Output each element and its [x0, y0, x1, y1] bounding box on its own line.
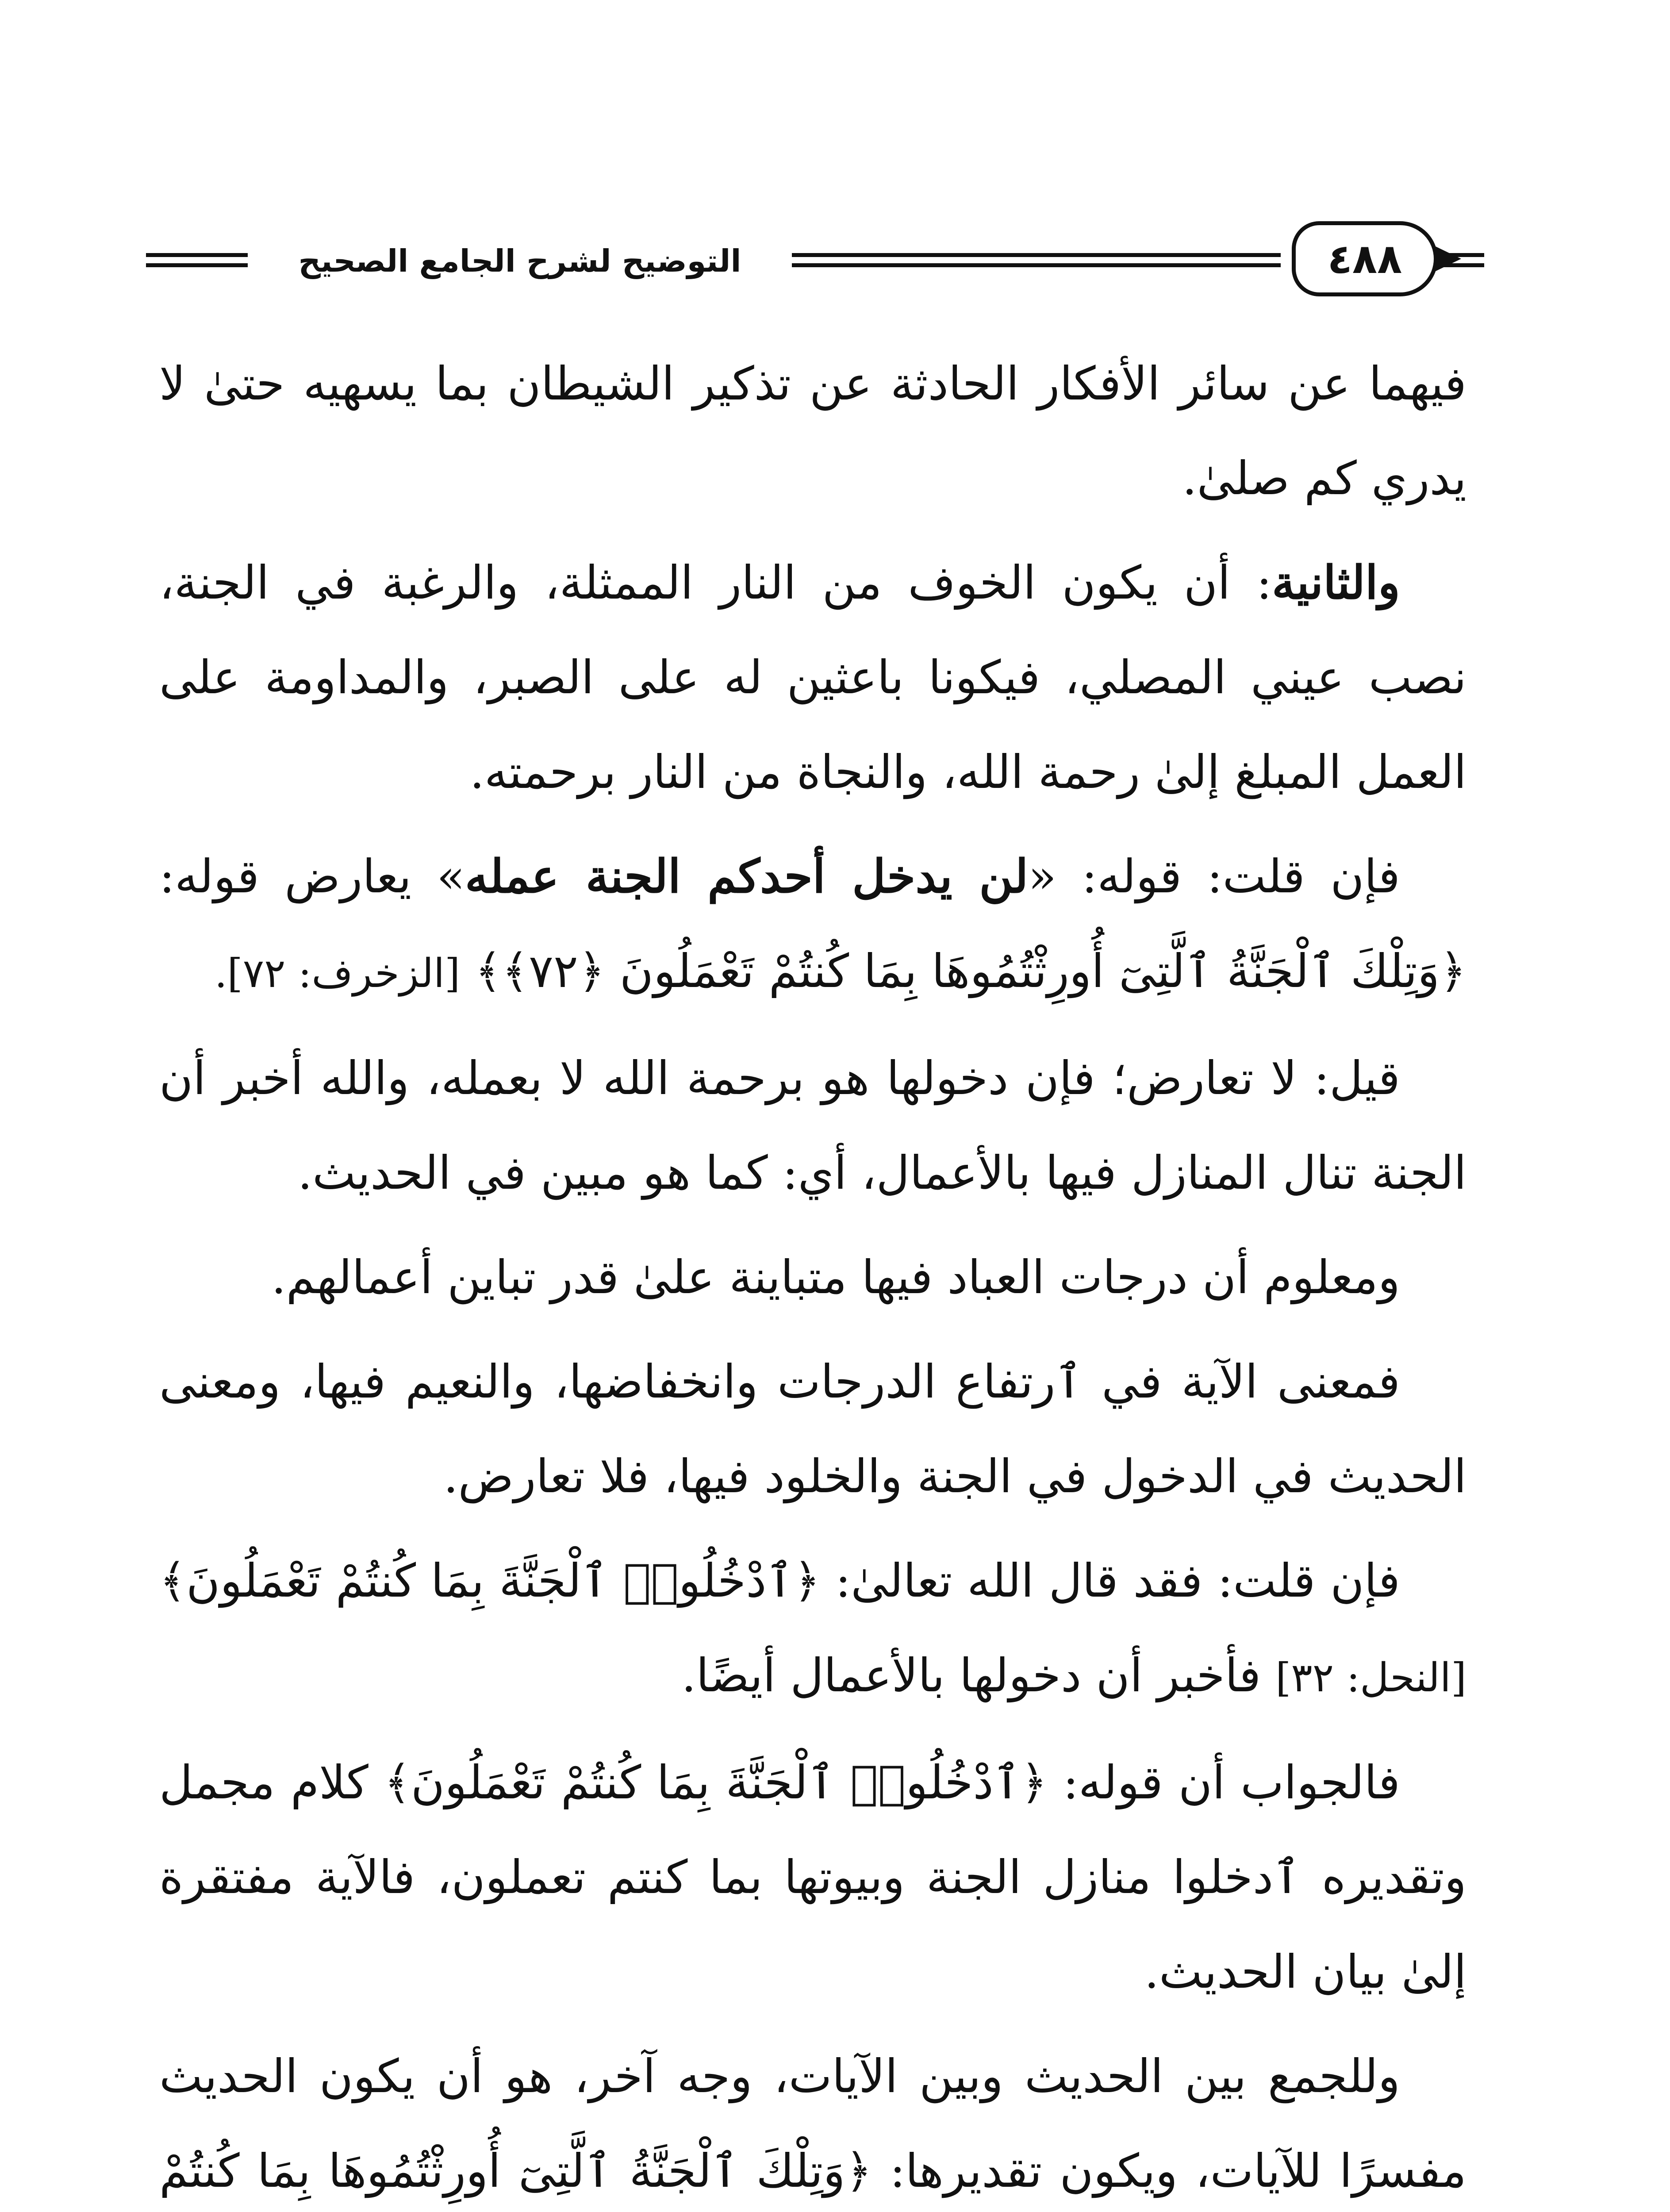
paragraph-9-text-1: وللجمع بين الحديث وبين الآيات، وجه آخر، هو أن يكون الحديث مفسرًا للآيات، ويكون تقديرها: — [159, 2049, 1467, 2198]
paragraph-5-text: ومعلوم أن درجات العباد فيها متباينة علىٰ قدر تباين أعمالهم. — [271, 1250, 1400, 1304]
paragraph-8 — [159, 1735, 1467, 2019]
page-number-badge — [1292, 221, 1438, 296]
paragraph-3-post: » يعارض قوله: — [159, 849, 465, 903]
quran-verse: ﴿وَتِلْكَ ٱلْجَنَّةُ ٱلَّتِىٓ أُورِثْتُمُوهَا بِمَا كُنتُمْ — [159, 2144, 872, 2198]
body-text — [159, 336, 1467, 2212]
paragraph-2 — [159, 535, 1467, 819]
running-header — [146, 221, 1484, 301]
paragraph-5 — [159, 1230, 1467, 1325]
quran-verse: ﴿ٱدْخُلُوا۟ ٱلْجَنَّةَ بِمَا كُنتُمْ تَعْمَلُونَ﴾ — [159, 1554, 821, 1608]
verse-citation: [الزخرف: ٧٢]. — [215, 950, 461, 997]
paragraph-3-pre: فإن قلت: قوله: « — [1028, 849, 1400, 903]
paragraph-4 — [159, 1031, 1467, 1220]
page-number: ٤٨٨ — [1327, 235, 1402, 283]
paragraph-3 — [159, 829, 1467, 1021]
paragraph-8-pre: فالجواب أن قوله: — [1063, 1755, 1401, 1809]
paragraph-6-text: فمعنى الآية في ٱرتفاع الدرجات وانخفاضها، والنعيم فيها، ومعنى الحديث في الدخول في الجنة والخلود فيها، فلا تعارض. — [159, 1355, 1467, 1503]
running-title: التوضيح لشرح الجامع الصحيح — [298, 243, 741, 279]
paragraph-7-post: فأخبر أن دخولها بالأعمال أيضًا. — [681, 1648, 1261, 1702]
verse-citation: [النحل: ٣٢] — [1275, 1655, 1467, 1701]
paragraph-2-lead: والثانية — [1272, 555, 1400, 610]
header-rule-left — [146, 253, 248, 267]
header-rule-right — [1442, 253, 1484, 267]
paragraph-2-text: : أن يكون الخوف من النار الممثلة، والرغبة في الجنة، نصب عيني المصلي، فيكونا باعثين له على الصبر، والمداومة على العمل المبلغ إلىٰ رحمة الله، والنجاة من النار برحمته. — [159, 556, 1467, 799]
paragraph-7-pre: فإن قلت: فقد قال الله تعالىٰ: — [835, 1554, 1400, 1608]
paragraph-8-post: كلام مجمل وتقديره ٱدخلوا منازل الجنة وبيوتها بما كنتم تعملون، فالآية مفتقرة إلىٰ بيان الحديث. — [159, 1755, 1467, 1999]
paragraph-1 — [159, 336, 1467, 526]
paragraph-7 — [159, 1533, 1467, 1725]
paragraph-6 — [159, 1334, 1467, 1524]
paragraph-1-text: فيهما عن سائر الأفكار الحادثة عن تذكير الشيطان بما يسهيه حتىٰ لا يدري كم صلىٰ. — [159, 357, 1467, 505]
hadith-quote: لن يدخل أحدكم الجنة عمله — [465, 849, 1029, 903]
paragraph-9 — [159, 2029, 1467, 2212]
header-rule-middle — [792, 253, 1281, 267]
quran-verse: ﴿وَتِلْكَ ٱلْجَنَّةُ ٱلَّتِىٓ أُورِثْتُمُوهَا بِمَا كُنتُمْ تَعْمَلُونَ ﴿٧٢﴾﴾ — [475, 944, 1467, 998]
paragraph-4-text: قيل: لا تعارض؛ فإن دخولها هو برحمة الله لا بعمله، والله أخبر أن الجنة تنال المنازل فيها بالأعمال، أي: كما هو مبين في الحديث. — [159, 1051, 1467, 1200]
quran-verse: ﴿ٱدْخُلُوا۟ ٱلْجَنَّةَ بِمَا كُنتُمْ تَعْمَلُونَ﴾ — [384, 1755, 1048, 1809]
